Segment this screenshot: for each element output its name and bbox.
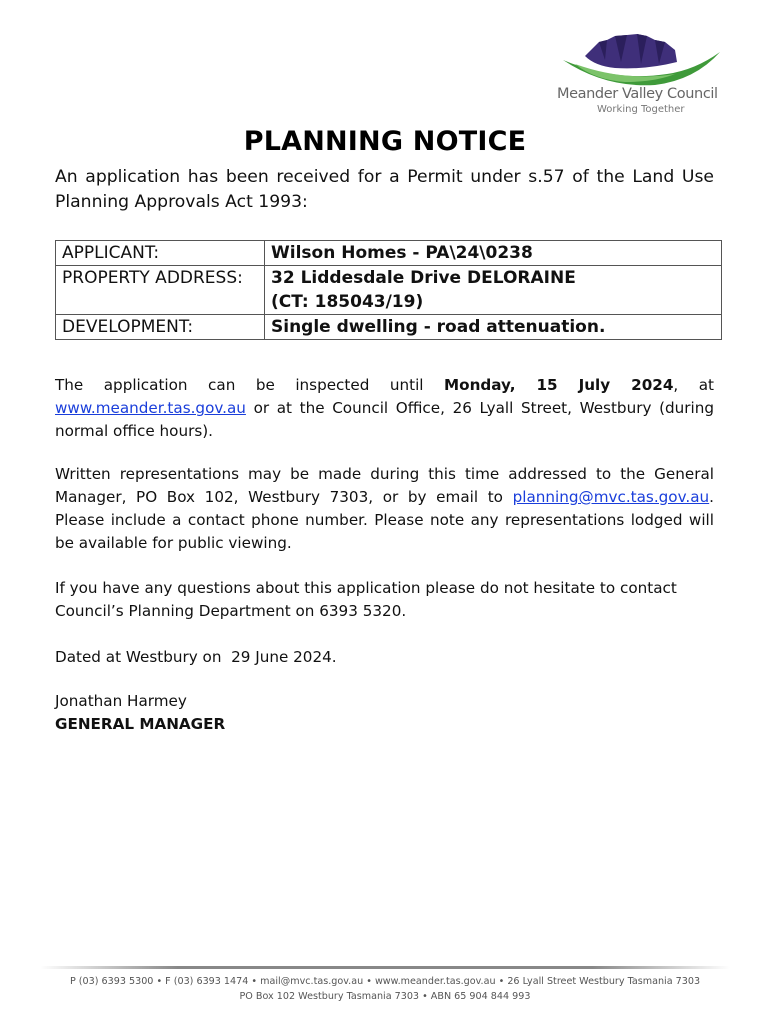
applicant-value: Wilson Homes - PA\24\0238: [265, 241, 722, 266]
address-line-1: 32 Liddesdale Drive DELORAINE: [271, 268, 576, 288]
logo-name: Meander Valley Council: [557, 86, 718, 102]
table-row: [56, 315, 722, 340]
inspection-text: The application can be inspected until: [55, 376, 445, 394]
planning-email-link[interactable]: planning@mvc.tas.gov.au: [512, 488, 710, 506]
table-row: [56, 266, 722, 315]
footer-contact-line: P (03) 6393 5300 • F (03) 6393 1474 • mail@mvc.tas.gov.au • www.meander.tas.gov.au • 26 Lyall Street Westbury Tasmania 7303: [69, 976, 701, 987]
inspection-paragraph: [55, 374, 714, 443]
development-value: Single dwelling - road attenuation.: [265, 315, 722, 340]
application-details-table: [55, 240, 722, 340]
property-address-value: [265, 266, 722, 315]
property-address-label: PROPERTY ADDRESS:: [56, 266, 265, 315]
development-label: DEVELOPMENT:: [56, 315, 265, 340]
representations-text: Written representations may be made during this time addressed to the General Manager, PO Box 102, Westbury 7303, or by email to: [55, 465, 714, 506]
address-line-2: (CT: 185043/19): [271, 292, 424, 312]
mountain-valley-icon: [555, 30, 725, 88]
closing-date: Monday, 15 July 2024: [444, 376, 674, 394]
representations-text-after: . Please include a contact phone number. Please note any representations lodged will be available for public viewing.: [55, 488, 714, 552]
signatory-name: Jonathan Harmey: [55, 692, 187, 710]
page-title: PLANNING NOTICE: [243, 126, 527, 157]
council-logo: [555, 30, 725, 120]
applicant-label: APPLICANT:: [56, 241, 265, 266]
inspection-text-at: , at: [673, 376, 715, 394]
questions-paragraph: If you have any questions about this application please do not hesitate to contact Council’s Planning Department on 6393 5320.: [55, 579, 677, 620]
council-website-link[interactable]: www.meander.tas.gov.au: [55, 399, 246, 417]
signatory-title: GENERAL MANAGER: [55, 715, 226, 733]
intro-paragraph: An application has been received for a Permit under s.57 of the Land Use Planning Approvals Act 1993:: [55, 167, 714, 212]
inspection-text-after: or at the Council Office, 26 Lyall Street, Westbury (during normal office hours).: [55, 399, 714, 440]
logo-tagline: Working Together: [597, 104, 685, 115]
signature-block: [55, 690, 714, 736]
footer-address-line: PO Box 102 Westbury Tasmania 7303 • ABN 65 904 844 993: [239, 991, 531, 1002]
dated-line: Dated at Westbury on 29 June 2024.: [55, 648, 337, 666]
table-row: [56, 241, 722, 266]
representations-paragraph: [55, 463, 714, 555]
footer-divider: [40, 966, 730, 969]
